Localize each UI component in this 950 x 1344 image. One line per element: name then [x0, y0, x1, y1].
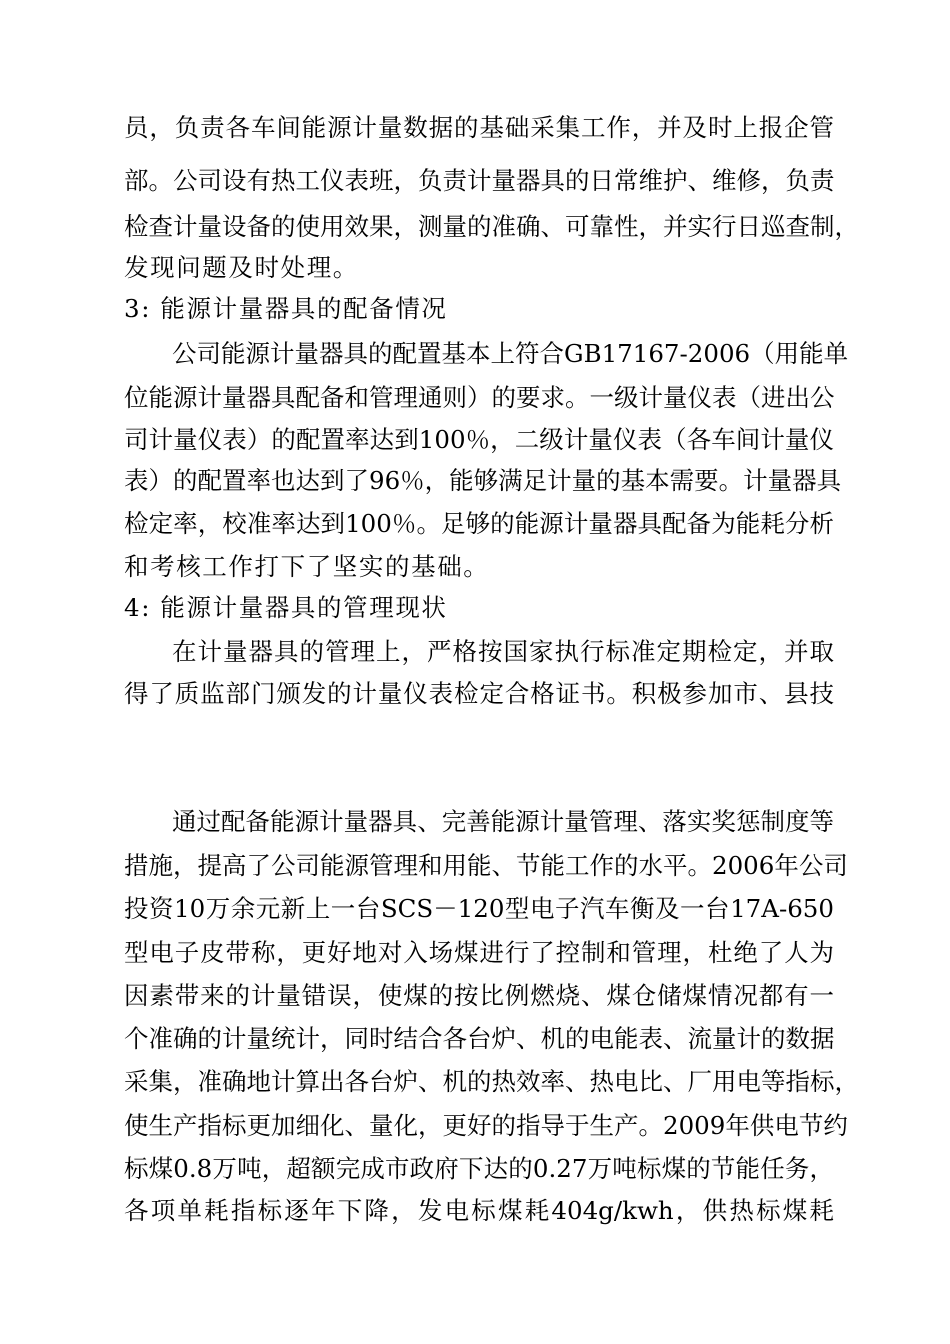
paragraph-line: 检查计量设备的使用效果，测量的准确、可靠性，并实行日巡查制， [124, 212, 859, 241]
paragraph-line: 位能源计量器具配备和管理通则）的要求。一级计量仪表（进出公 [124, 383, 835, 412]
paragraph-line: 在计量器具的管理上，严格按国家执行标准定期检定，并取 [172, 637, 834, 666]
section-heading-3: 3: 能源计量器具的配备情况 [124, 294, 448, 323]
paragraph-line: 因素带来的计量错误，使煤的按比例燃烧、煤仓储煤情况都有一 [124, 981, 834, 1010]
paragraph-line: 发现问题及时处理。 [124, 253, 359, 282]
paragraph-line: 部。公司设有热工仪表班，负责计量器具的日常维护、维修，负责 [124, 166, 835, 195]
paragraph-line: 得了质监部门颁发的计量仪表检定合格证书。积极参加市、县技 [124, 679, 834, 708]
paragraph-line: 表）的配置率也达到了96％，能够满足计量的基本需要。计量器具 [124, 466, 842, 495]
paragraph-line: 通过配备能源计量器具、完善能源计量管理、落实奖惩制度等 [172, 807, 834, 836]
paragraph-line: 个准确的计量统计，同时结合各台炉、机的电能表、流量计的数据 [124, 1024, 835, 1053]
section-heading-4: 4: 能源计量器具的管理现状 [124, 593, 448, 622]
paragraph-line: 司计量仪表）的配置率达到100％，二级计量仪表（各车间计量仪 [124, 425, 834, 454]
paragraph-line: 使生产指标更加细化、量化，更好的指导于生产。2009年供电节约 [124, 1111, 848, 1140]
paragraph-line: 采集，准确地计算出各台炉、机的热效率、热电比、厂用电等指标， [124, 1067, 859, 1096]
paragraph-line: 投资10万余元新上一台SCS－120型电子汽车衡及一台17A-650 [124, 894, 834, 923]
paragraph-line: 公司能源计量器具的配置基本上符合GB17167-2006（用能单 [172, 339, 849, 368]
paragraph-line: 和考核工作打下了坚实的基础。 [124, 552, 490, 581]
paragraph-line: 标煤0.8万吨，超额完成市政府下达的0.27万吨标煤的节能任务， [124, 1154, 834, 1183]
paragraph-line: 检定率，校准率达到100％。足够的能源计量器具配备为能耗分析 [124, 509, 834, 538]
paragraph-line: 型电子皮带称，更好地对入场煤进行了控制和管理，杜绝了人为 [124, 938, 834, 967]
paragraph-line: 措施，提高了公司能源管理和用能、节能工作的水平。2006年公司 [124, 851, 848, 880]
paragraph-line: 各项单耗指标逐年下降，发电标煤耗404g/kwh，供热标煤耗 [124, 1196, 834, 1225]
paragraph-line: 员，负责各车间能源计量数据的基础采集工作，并及时上报企管 [124, 113, 834, 142]
